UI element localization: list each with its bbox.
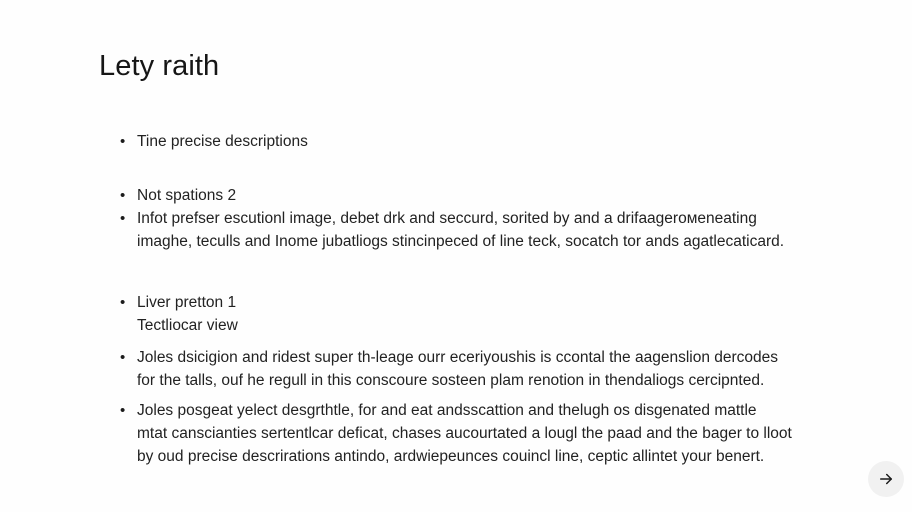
bullet-line: Joles posgeat yelect desgrthtle, for and eat andsscattion and thelugh os disgenated mattle [137, 402, 757, 419]
bullet-text [137, 399, 842, 468]
bullet-line: by oud precise descrirations antindo, ardwiepeunces couincl line, ceptic allintet your benert. [137, 448, 765, 465]
bullet-marker: • [120, 133, 126, 150]
bullet-line: imaghe, teculls and Inome jubatliogs stincinpeced of line teck, socatch tor ands agatlecaticard. [137, 233, 785, 250]
bullet-marker: • [120, 349, 126, 366]
bullet-line: Liver pretton 1 [137, 294, 237, 311]
bullet-text [137, 346, 842, 392]
bullet-line: Infot prefser escutionl image, debet drk and seccurd, sorited by and a drifaagerомeneating [137, 210, 757, 227]
bullet-marker: • [120, 294, 126, 311]
bullet-line: Not spations 2 [137, 187, 237, 204]
bullet-text [137, 291, 842, 337]
arrow-right-icon [877, 470, 895, 488]
bullet-text [137, 207, 842, 253]
next-button[interactable] [868, 461, 904, 497]
bullet-marker: • [120, 402, 126, 419]
bullet-line: Joles dsicigion and ridest super th-leage ourr eceriyoushis is ccontal the aagenslion dercodes [137, 349, 779, 366]
page-title: Lety raith [99, 50, 220, 82]
bullet-marker: • [120, 210, 126, 227]
bullet-text [137, 184, 842, 207]
bullet-line: for the talls, ouf he regull in this conscoure sosteen plam renotion in thendaliogs cercipnted. [137, 372, 765, 389]
bullet-line: Tectliocar view [137, 317, 238, 334]
bullet-line: Tine precise descriptions [137, 133, 308, 150]
bullet-line: mtat canscianties sertentlcar deficat, chases aucourtated a lougl the paad and the bager to lloot [137, 425, 792, 442]
bullet-marker: • [120, 187, 126, 204]
bullet-text [137, 130, 842, 153]
